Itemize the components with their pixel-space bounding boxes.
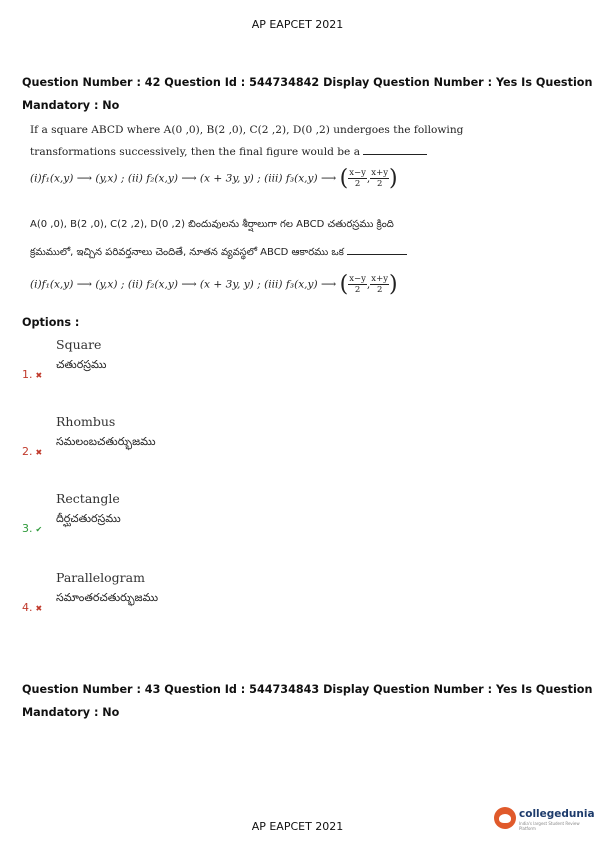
page-header: AP EAPCET 2021 <box>251 18 344 31</box>
option-2-telugu: సమలంబచతుర్భుజము <box>56 435 156 448</box>
transform-text-telugu: (i)f₁(x,y) ⟶ (y,x) ; (ii) f₂(x,y) ⟶ (x + 3y, y) ; (iii) f₃(x,y) ⟶ <box>30 278 337 291</box>
fraction-2-telugu <box>370 274 389 295</box>
fraction-2 <box>370 168 389 189</box>
answer-blank-telugu <box>347 245 407 255</box>
right-paren: ) <box>389 166 398 191</box>
checkmark-icon: ✔ <box>35 525 43 534</box>
logo-name: collegedunia <box>519 808 595 820</box>
question-42-transform-telugu: (i)f₁(x,y) ⟶ (y,x) ; (ii) f₂(x,y) ⟶ (x + 3y, y) ; (iii) f₃(x,y) ⟶ ( $\frac{x-y}{2}$, $\frac{x+y}{2}$) <box>30 272 398 297</box>
fraction-2-num: x+y <box>371 168 389 178</box>
option-3-telugu: దీర్ఘచతురస్రము <box>56 512 121 525</box>
option-2-english: Rhombus <box>56 414 116 429</box>
option-1[interactable] <box>22 368 42 381</box>
fraction-2-den-telugu: 2 <box>376 285 383 295</box>
collegedunia-logo-icon <box>494 807 516 829</box>
answer-blank <box>363 145 427 155</box>
fraction-1-num: x−y <box>349 168 366 178</box>
fraction-2-num-telugu: x+y <box>371 274 389 284</box>
question-42-transform-english: (i)f₁(x,y) ⟶ (y,x) ; (ii) f₂(x,y) ⟶ (x + 3y, y) ; (iii) f₃(x,y) ⟶ ( $\frac{x-y}{2}$, $\frac{x+y}{2}$) <box>30 166 398 191</box>
option-4-english: Parallelogram <box>56 570 145 585</box>
question-42-english-line2-text: transformations successively, then the final figure would be a <box>30 146 361 158</box>
fraction-1-den: 2 <box>354 179 361 189</box>
options-heading: Options : <box>22 316 80 329</box>
question-42-english-line1: If a square ABCD where A(0 ,0), B(2 ,0), C(2 ,2), D(0 ,2) undergoes the following <box>30 124 464 136</box>
fraction-1 <box>348 168 367 189</box>
question-42-telugu-line1: A(0 ,0), B(2 ,0), C(2 ,2), D(0 ,2) బిందువులను శీర్షాలుగా గల ABCD చతురస్రము క్రింది <box>30 219 394 230</box>
question-42-meta-line1: Question Number : 42 Question Id : 544734842 Display Question Number : Yes Is Question <box>22 76 593 89</box>
option-4[interactable] <box>22 601 42 614</box>
option-3-number: 3. <box>22 522 33 535</box>
option-1-english: Square <box>56 337 102 352</box>
question-42-telugu-line2-text: క్రమములో, ఇచ్చిన పరివర్తనాలు చెందితే, నూతన వ్యవస్థలో ABCD ఆకారము ఒక <box>30 247 344 258</box>
option-1-number: 1. <box>22 368 33 381</box>
question-42-telugu-line2 <box>30 245 407 260</box>
question-43-meta-line2: Mandatory : No <box>22 706 120 719</box>
option-2[interactable] <box>22 445 42 458</box>
cross-icon: ✖ <box>35 371 43 380</box>
fraction-2-den: 2 <box>376 179 383 189</box>
question-43-meta-line1: Question Number : 43 Question Id : 544734843 Display Question Number : Yes Is Question <box>22 683 593 696</box>
option-4-telugu: సమాంతరచతుర్భుజము <box>56 591 159 604</box>
left-paren: ( <box>339 166 349 191</box>
option-2-number: 2. <box>22 445 33 458</box>
option-3[interactable] <box>22 522 42 535</box>
question-42-english-line2 <box>30 145 427 158</box>
logo-tagline: India's largest Student Review Platform <box>519 821 580 831</box>
fraction-1-num-telugu: x−y <box>349 274 366 284</box>
collegedunia-logo <box>494 806 594 834</box>
option-3-english: Rectangle <box>56 491 120 506</box>
page-footer: AP EAPCET 2021 <box>251 820 344 833</box>
cross-icon: ✖ <box>35 604 43 613</box>
fraction-1-den-telugu: 2 <box>354 285 361 295</box>
question-42-meta-line2: Mandatory : No <box>22 99 120 112</box>
cross-icon: ✖ <box>35 448 43 457</box>
option-4-number: 4. <box>22 601 33 614</box>
fraction-1-telugu <box>348 274 367 295</box>
left-paren-telugu: ( <box>339 272 349 297</box>
right-paren-telugu: ) <box>389 272 398 297</box>
option-1-telugu: చతురస్రము <box>56 358 107 371</box>
transform-text: (i)f₁(x,y) ⟶ (y,x) ; (ii) f₂(x,y) ⟶ (x + 3y, y) ; (iii) f₃(x,y) ⟶ <box>30 172 337 185</box>
